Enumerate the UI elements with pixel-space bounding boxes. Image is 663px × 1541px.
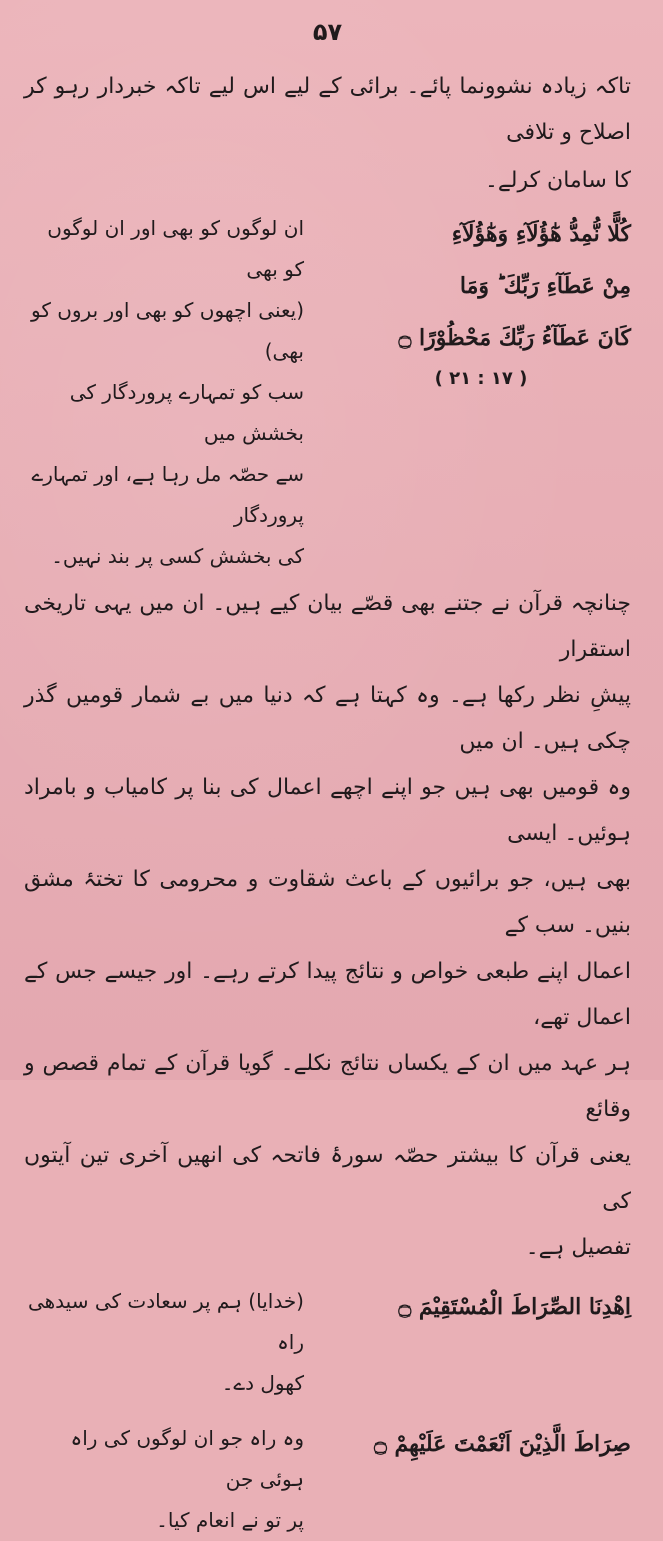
verse-translation-2 xyxy=(24,1281,304,1404)
translation-column-1 xyxy=(351,158,631,208)
translation-line: کھول دے۔ xyxy=(221,1371,304,1395)
verse-line: كَانَ عَطَآءُ رَبِّكَ مَحْظُوْرًا ۝ xyxy=(398,325,631,351)
translation-line: کی بخشش کسی پر بند نہیں۔ xyxy=(51,544,304,568)
paragraph-line: بھی ہیں، جو برائیوں کے باعث شقاوت و محرومی کا تختۂ مشق بنیں۔ سب کے xyxy=(24,867,631,938)
paragraph-line: یعنی قرآن کا بیشتر حصّہ سورۂ فاتحہ کی انھیں آخری تین آیتوں کی xyxy=(24,1143,632,1214)
verse-block-3 xyxy=(24,1418,631,1541)
verse-line: اِهْدِنَا الصِّرَاطَ الْمُسْتَقِيْمَ ۝ xyxy=(398,1294,631,1320)
top-paragraph: تاکہ زیادہ نشوونما پائے۔ برائی کے لیے اس لیے تاکہ خبردار رہو کر اصلاح و تلافی xyxy=(24,74,631,145)
verse-translation-1 xyxy=(24,208,304,577)
paragraph-line: پیشِ نظر رکھا ہے۔ وہ کہتا ہے کہ دنیا میں بے شمار قومیں گذر چکی ہیں۔ ان میں xyxy=(24,683,631,754)
verse-line: صِرَاطَ الَّذِيْنَ اَنْعَمْتَ عَلَيْهِمْ ۝ xyxy=(373,1431,631,1457)
translation-line: ان لوگوں کو بھی اور ان لوگوں کو بھی xyxy=(47,216,304,281)
verse-translation-3 xyxy=(24,1418,304,1541)
paragraph-line: چنانچہ قرآن نے جتنے بھی قصّے بیان کیے ہیں۔ ان میں یہی تاریخی استقرار xyxy=(24,591,631,662)
verse-reference: ( ١٧ : ٢١ ) xyxy=(434,368,528,389)
translation-line: سب کو تمہارے پروردگار کی بخشش میں xyxy=(69,380,304,445)
quran-verse-1 xyxy=(331,208,631,389)
verse-row-1 xyxy=(24,158,631,208)
paragraph-line: ہر عہد میں ان کے یکساں نتائج نکلے۔ گویا قرآن کے تمام قصص و وقائع xyxy=(24,1051,631,1122)
translation-line: (خدایا) ہم پر سعادت کی سیدھی راہ xyxy=(27,1289,304,1354)
translation-line: پر تو نے انعام کیا۔ xyxy=(156,1508,304,1532)
verse-block-2 xyxy=(24,1281,631,1404)
main-paragraph xyxy=(24,581,631,1271)
verse-line: مِنْ عَطَآءِ رَبِّكَ ؕ وَمَا xyxy=(459,273,631,299)
translation-line: وہ راہ جو ان لوگوں کی راہ ہوئی جن xyxy=(70,1426,304,1491)
quran-verse-3 xyxy=(331,1418,631,1470)
verse-block-1 xyxy=(24,208,631,577)
verse-line: كُلًّا نُّمِدُّ هٰٓؤُلَآءِ وَهٰٓؤُلَآءِ xyxy=(451,221,631,247)
translation-line: سے حصّہ مل رہا ہے، اور تمہارے پروردگار xyxy=(31,462,304,527)
top-paragraph-end: کا سامان کرلے۔ xyxy=(484,168,631,193)
paragraph-line: اعمال اپنے طبعی خواص و نتائج پیدا کرتے رہے۔ اور جیسے جس کے اعمال تھے، xyxy=(24,959,631,1030)
paragraph-line: تفصیل ہے۔ xyxy=(525,1235,631,1260)
paragraph-line: وہ قومیں بھی ہیں جو اپنے اچھے اعمال کی بنا پر کامیاب و بامراد ہوئیں۔ ایسی xyxy=(24,775,631,846)
translation-line: (یعنی اچھوں کو بھی اور بروں کو بھی) xyxy=(30,298,304,363)
quran-verse-2 xyxy=(331,1281,631,1333)
page-number: ۵۷ xyxy=(312,18,343,46)
